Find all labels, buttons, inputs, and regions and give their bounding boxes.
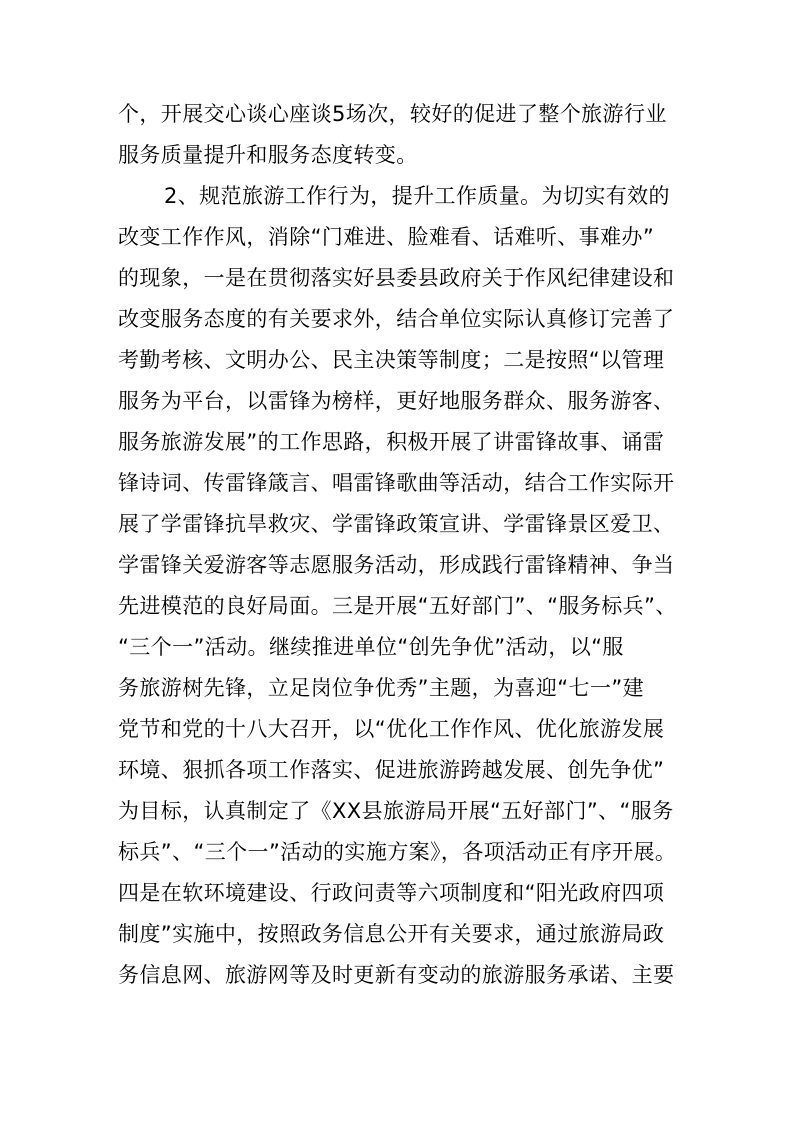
text-line: 为目标，认真制定了《XX县旅游局开展“五好部门”、“服务: [118, 799, 674, 823]
text-line: 改变服务态度的有关要求外，结合单位实际认真修订完善了: [118, 307, 675, 331]
text-line: 改变工作作风，消除“门难进、脸难看、话难听、事难办”: [118, 225, 655, 249]
text-line: 考勤考核、文明办公、民主决策等制度；二是按照“以管理: [118, 348, 665, 372]
text-line: 服务为平台，以雷锋为榜样，更好地服务群众、服务游客、: [118, 389, 675, 413]
text-line: 学雷锋关爱游客等志愿服务活动，形成践行雷锋精神、争当: [118, 553, 675, 577]
text-line: 务旅游树先锋，立足岗位争优秀”主题，为喜迎“七一”建: [118, 676, 645, 700]
paragraph-start-line: 2、规范旅游工作行为，提升工作质量。为切实有效的: [164, 184, 670, 208]
text-line: 标兵”、“三个一”活动的实施方案》，各项活动正有序开展。: [118, 840, 677, 864]
text-line: 展了学雷锋抗旱救灾、学雷锋政策宣讲、学雷锋景区爱卫、: [118, 512, 675, 536]
text-line: 的现象，一是在贯彻落实好县委县政府关于作风纪律建设和: [118, 266, 675, 290]
text-line: 先进模范的良好局面。三是开展“五好部门”、“服务标兵”、: [118, 594, 677, 618]
text-line: 服务旅游发展”的工作思路，积极开展了讲雷锋故事、诵雷: [118, 430, 665, 454]
text-line: “三个一”活动。继续推进单位“创先争优”活动，以“服: [118, 635, 624, 659]
text-line: 四是在软环境建设、行政问责等六项制度和“阳光政府四项: [118, 881, 665, 905]
text-line: 环境、狠抓各项工作落实、促进旅游跨越发展、创先争优”: [118, 758, 665, 782]
text-line: 制度”实施中，按照政务信息公开有关要求，通过旅游局政: [118, 922, 665, 946]
text-line: 个，开展交心谈心座谈5场次，较好的促进了整个旅游行业: [118, 102, 667, 126]
body-text: [118, 94, 698, 996]
text-line: 锋诗词、传雷锋箴言、唱雷锋歌曲等活动，结合工作实际开: [118, 471, 675, 495]
text-line: 服务质量提升和服务态度转变。: [118, 143, 418, 167]
text-line: 务信息网、旅游网等及时更新有变动的旅游服务承诺、主要: [118, 963, 675, 987]
text-line: 党节和党的十八大召开，以“优化工作作风、优化旅游发展: [118, 717, 665, 741]
